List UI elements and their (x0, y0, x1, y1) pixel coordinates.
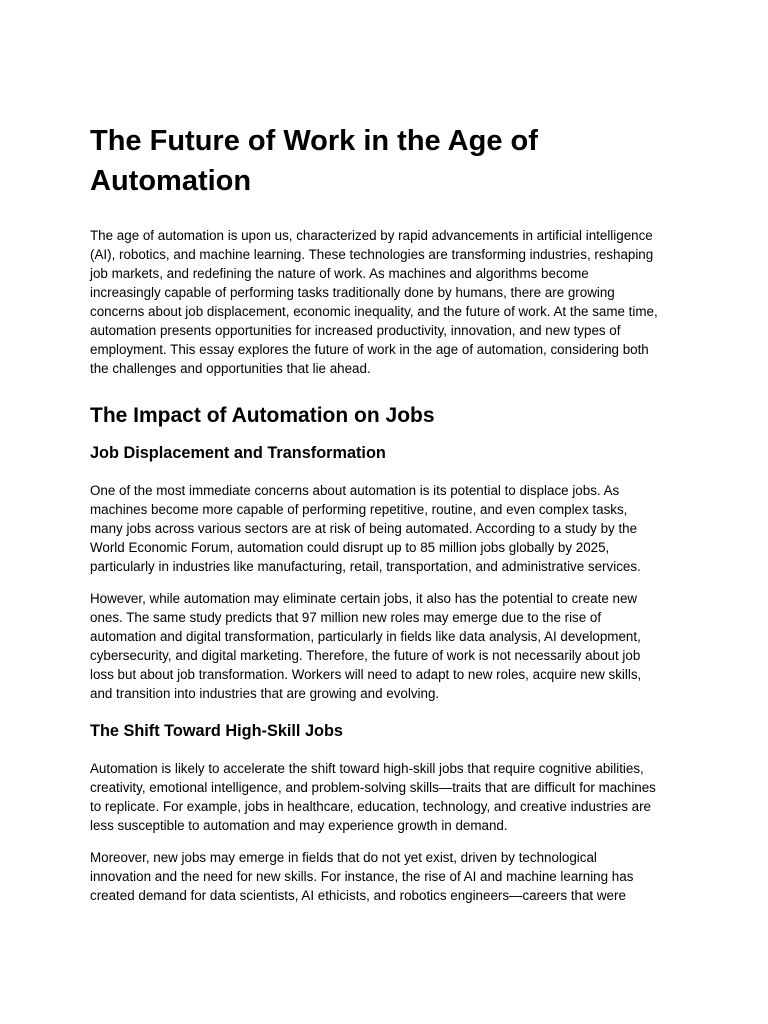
section-heading-impact: The Impact of Automation on Jobs (90, 404, 435, 427)
body-paragraph: However, while automation may eliminate certain jobs, it also has the potential to create new ones. The same study predicts that 97 million new roles may emerge due to the rise of automation and digital transformation, particularly in fields like data analysis, AI development, cybersecurity, and digital marketing. Therefore, the future of work is not necessarily about job loss but about job transformation. Workers will need to adapt to new roles, acquire new skills, and transition into industries that are growing and evolving. (90, 591, 642, 701)
intro-paragraph: The age of automation is upon us, characterized by rapid advancements in artificial intelligence (AI), robotics, and machine learning. These technologies are transforming industries, reshaping job markets, and redefining the nature of work. As machines and algorithms become increasingly capable of performing tasks traditionally done by humans, there are growing concerns about job displacement, economic inequality, and the future of work. At the same time, automation presents opportunities for increased productivity, innovation, and new types of employment. This essay explores the future of work in the age of automation, considering both the challenges and opportunities that lie ahead. (90, 228, 658, 376)
subsection-heading-high-skill-jobs: The Shift Toward High-Skill Jobs (90, 722, 343, 740)
body-paragraph: Moreover, new jobs may emerge in fields that do not yet exist, driven by technological innovation and the need for new skills. For instance, the rise of AI and machine learning has created demand for data scientists, AI ethicists, and robotics engineers—careers that were (90, 850, 634, 903)
body-paragraph: One of the most immediate concerns about automation is its potential to displace jobs. As machines become more capable of performing repetitive, routine, and even complex tasks, many jobs across various sectors are at risk of being automated. According to a study by the World Economic Forum, automation could disrupt up to 85 million jobs globally by 2025, particularly in industries like manufacturing, retail, transportation, and administrative services. (90, 483, 641, 574)
subsection-heading-job-displacement: Job Displacement and Transformation (90, 444, 386, 462)
document-title: The Future of Work in the Age of Automation (90, 125, 538, 197)
body-paragraph: Automation is likely to accelerate the shift toward high-skill jobs that require cognitive abilities, creativity, emotional intelligence, and problem-solving skills—traits that are difficult for machines to replicate. For example, jobs in healthcare, education, technology, and creative industries are less susceptible to automation and may experience growth in demand. (90, 761, 656, 833)
